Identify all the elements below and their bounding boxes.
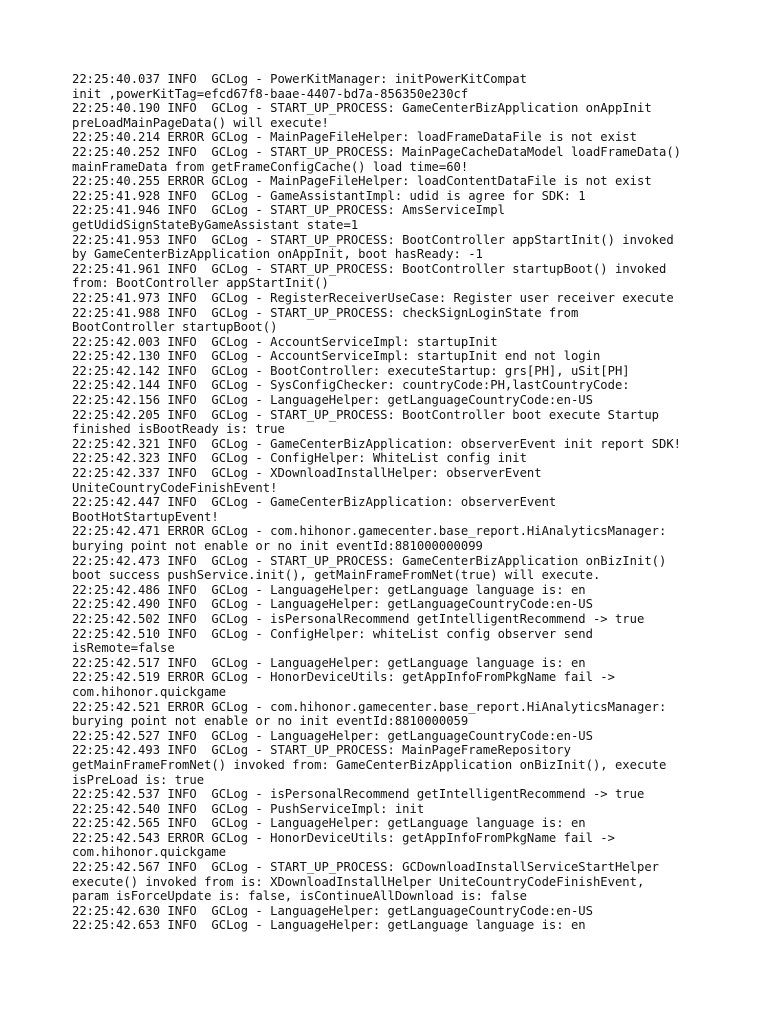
log-line: BootController startupBoot() — [72, 320, 278, 335]
log-line: getUdidSignStateByGameAssistant state=1 — [72, 217, 359, 232]
log-line: isRemote=false — [72, 641, 175, 656]
log-line: 22:25:42.521 ERROR GCLog - com.hihonor.gamecenter.base_report.HiAnalyticsManager: — [72, 699, 667, 714]
log-line: 22:25:42.144 INFO GCLog - SysConfigChecker: countryCode:PH,lastCountryCode: — [72, 378, 630, 393]
document-page — [72, 72, 712, 933]
log-line: 22:25:40.252 INFO GCLog - START_UP_PROCESS: MainPageCacheDataModel loadFrameData() — [72, 144, 682, 159]
log-line: 22:25:42.630 INFO GCLog - LanguageHelper: getLanguageCountryCode:en-US — [72, 903, 593, 918]
log-line: burying point not enable or no init eventId:8810000059 — [72, 714, 469, 729]
log-line: 22:25:42.567 INFO GCLog - START_UP_PROCESS: GCDownloadInstallServiceStartHelper — [72, 860, 659, 875]
log-line: execute() invoked from is: XDownloadInstallHelper UniteCountryCodeFinishEvent, — [72, 874, 645, 889]
log-line: 22:25:42.653 INFO GCLog - LanguageHelper: getLanguage language is: en — [72, 918, 586, 933]
log-line: boot success pushService.init(), getMainFrameFromNet(true) will execute. — [72, 568, 601, 583]
log-text-block — [72, 72, 712, 933]
log-line: 22:25:42.130 INFO GCLog - AccountServiceImpl: startupInit end not login — [72, 349, 601, 364]
log-line: 22:25:42.003 INFO GCLog - AccountServiceImpl: startupInit — [72, 334, 498, 349]
log-line: 22:25:42.519 ERROR GCLog - HonorDeviceUtils: getAppInfoFromPkgName fail -> — [72, 670, 615, 685]
log-line: UniteCountryCodeFinishEvent! — [72, 480, 278, 495]
log-line: 22:25:40.190 INFO GCLog - START_UP_PROCESS: GameCenterBizApplication onAppInit — [72, 101, 652, 116]
log-line: 22:25:41.988 INFO GCLog - START_UP_PROCESS: checkSignLoginState from — [72, 305, 579, 320]
log-line: 22:25:42.502 INFO GCLog - isPersonalRecommend getIntelligentRecommend -> true — [72, 611, 645, 626]
log-line: 22:25:41.973 INFO GCLog - RegisterReceiverUseCase: Register user receiver execute — [72, 290, 674, 305]
log-line: 22:25:42.537 INFO GCLog - isPersonalRecommend getIntelligentRecommend -> true — [72, 787, 645, 802]
log-line: burying point not enable or no init eventId:881000000099 — [72, 539, 483, 553]
log-line: 22:25:42.510 INFO GCLog - ConfigHelper: whiteList config observer send — [72, 626, 593, 641]
log-line: isPreLoad is: true — [72, 772, 205, 787]
log-line: 22:25:42.540 INFO GCLog - PushServiceImpl: init — [72, 801, 425, 816]
log-line: 22:25:42.142 INFO GCLog - BootController: executeStartup: grs[PH], uSit[PH] — [72, 363, 630, 378]
log-line: 22:25:40.255 ERROR GCLog - MainPageFileHelper: loadContentDataFile is not exist — [72, 174, 652, 189]
log-line: 22:25:42.337 INFO GCLog - XDownloadInstallHelper: observerEvent — [72, 466, 542, 481]
log-line: 22:25:41.928 INFO GCLog - GameAssistantImpl: udid is agree for SDK: 1 — [72, 188, 586, 203]
log-line: 22:25:41.953 INFO GCLog - START_UP_PROCESS: BootController appStartInit() invoked — [72, 232, 674, 247]
log-line: 22:25:42.447 INFO GCLog - GameCenterBizApplication: observerEvent — [72, 495, 557, 510]
log-line: 22:25:40.214 ERROR GCLog - MainPageFileHelper: loadFrameDataFile is not exist — [72, 130, 637, 145]
log-line: 22:25:42.156 INFO GCLog - LanguageHelper: getLanguageCountryCode:en-US — [72, 393, 593, 408]
log-line: 22:25:41.946 INFO GCLog - START_UP_PROCESS: AmsServiceImpl — [72, 203, 505, 218]
log-line: 22:25:42.473 INFO GCLog - START_UP_PROCESS: GameCenterBizApplication onBizInit() — [72, 553, 667, 568]
log-line: preLoadMainPageData() will execute! — [72, 115, 329, 130]
log-line: 22:25:42.323 INFO GCLog - ConfigHelper: WhiteList config init — [72, 451, 527, 466]
log-line: getMainFrameFromNet() invoked from: GameCenterBizApplication onBizInit(), execute — [72, 757, 667, 772]
log-line: com.hihonor.quickgame — [72, 684, 227, 699]
log-line: 22:25:42.205 INFO GCLog - START_UP_PROCESS: BootController boot execute Startup — [72, 407, 659, 422]
log-line: 22:25:42.565 INFO GCLog - LanguageHelper: getLanguage language is: en — [72, 816, 586, 831]
log-line: 22:25:42.321 INFO GCLog - GameCenterBizApplication: observerEvent init report SDK! — [72, 436, 682, 451]
log-line: BootHotStartupEvent! — [72, 509, 219, 524]
log-line: param isForceUpdate is: false, isContinueAllDownload is: false — [72, 889, 527, 904]
log-line: init ,powerKitTag=efcd67f8-baae-4407-bd7a-856350e230cf — [72, 86, 469, 101]
log-line: 22:25:42.490 INFO GCLog - LanguageHelper: getLanguageCountryCode:en-US — [72, 597, 593, 612]
log-line: 22:25:42.493 INFO GCLog - START_UP_PROCESS: MainPageFrameRepository — [72, 743, 571, 758]
log-line: 22:25:42.486 INFO GCLog - LanguageHelper: getLanguage language is: en — [72, 582, 586, 597]
log-line: mainFrameData from getFrameConfigCache() load time=60! — [72, 159, 469, 174]
log-line: 22:25:42.543 ERROR GCLog - HonorDeviceUtils: getAppInfoFromPkgName fail -> — [72, 830, 615, 845]
log-line: 22:25:41.961 INFO GCLog - START_UP_PROCESS: BootController startupBoot() invoked — [72, 261, 667, 276]
log-line: com.hihonor.quickgame — [72, 845, 227, 860]
log-line: by GameCenterBizApplication onAppInit, boot hasReady: -1 — [72, 247, 483, 262]
log-line: from: BootController appStartInit() — [72, 276, 329, 291]
log-line: 22:25:42.527 INFO GCLog - LanguageHelper: getLanguageCountryCode:en-US — [72, 728, 593, 743]
log-line: finished isBootReady is: true — [72, 422, 285, 437]
log-line: 22:25:42.471 ERROR GCLog - com.hihonor.gamecenter.base_report.HiAnalyticsManager: — [72, 524, 667, 539]
log-line: 22:25:42.517 INFO GCLog - LanguageHelper: getLanguage language is: en — [72, 655, 586, 670]
log-line: 22:25:40.037 INFO GCLog - PowerKitManager: initPowerKitCompat — [72, 72, 527, 86]
